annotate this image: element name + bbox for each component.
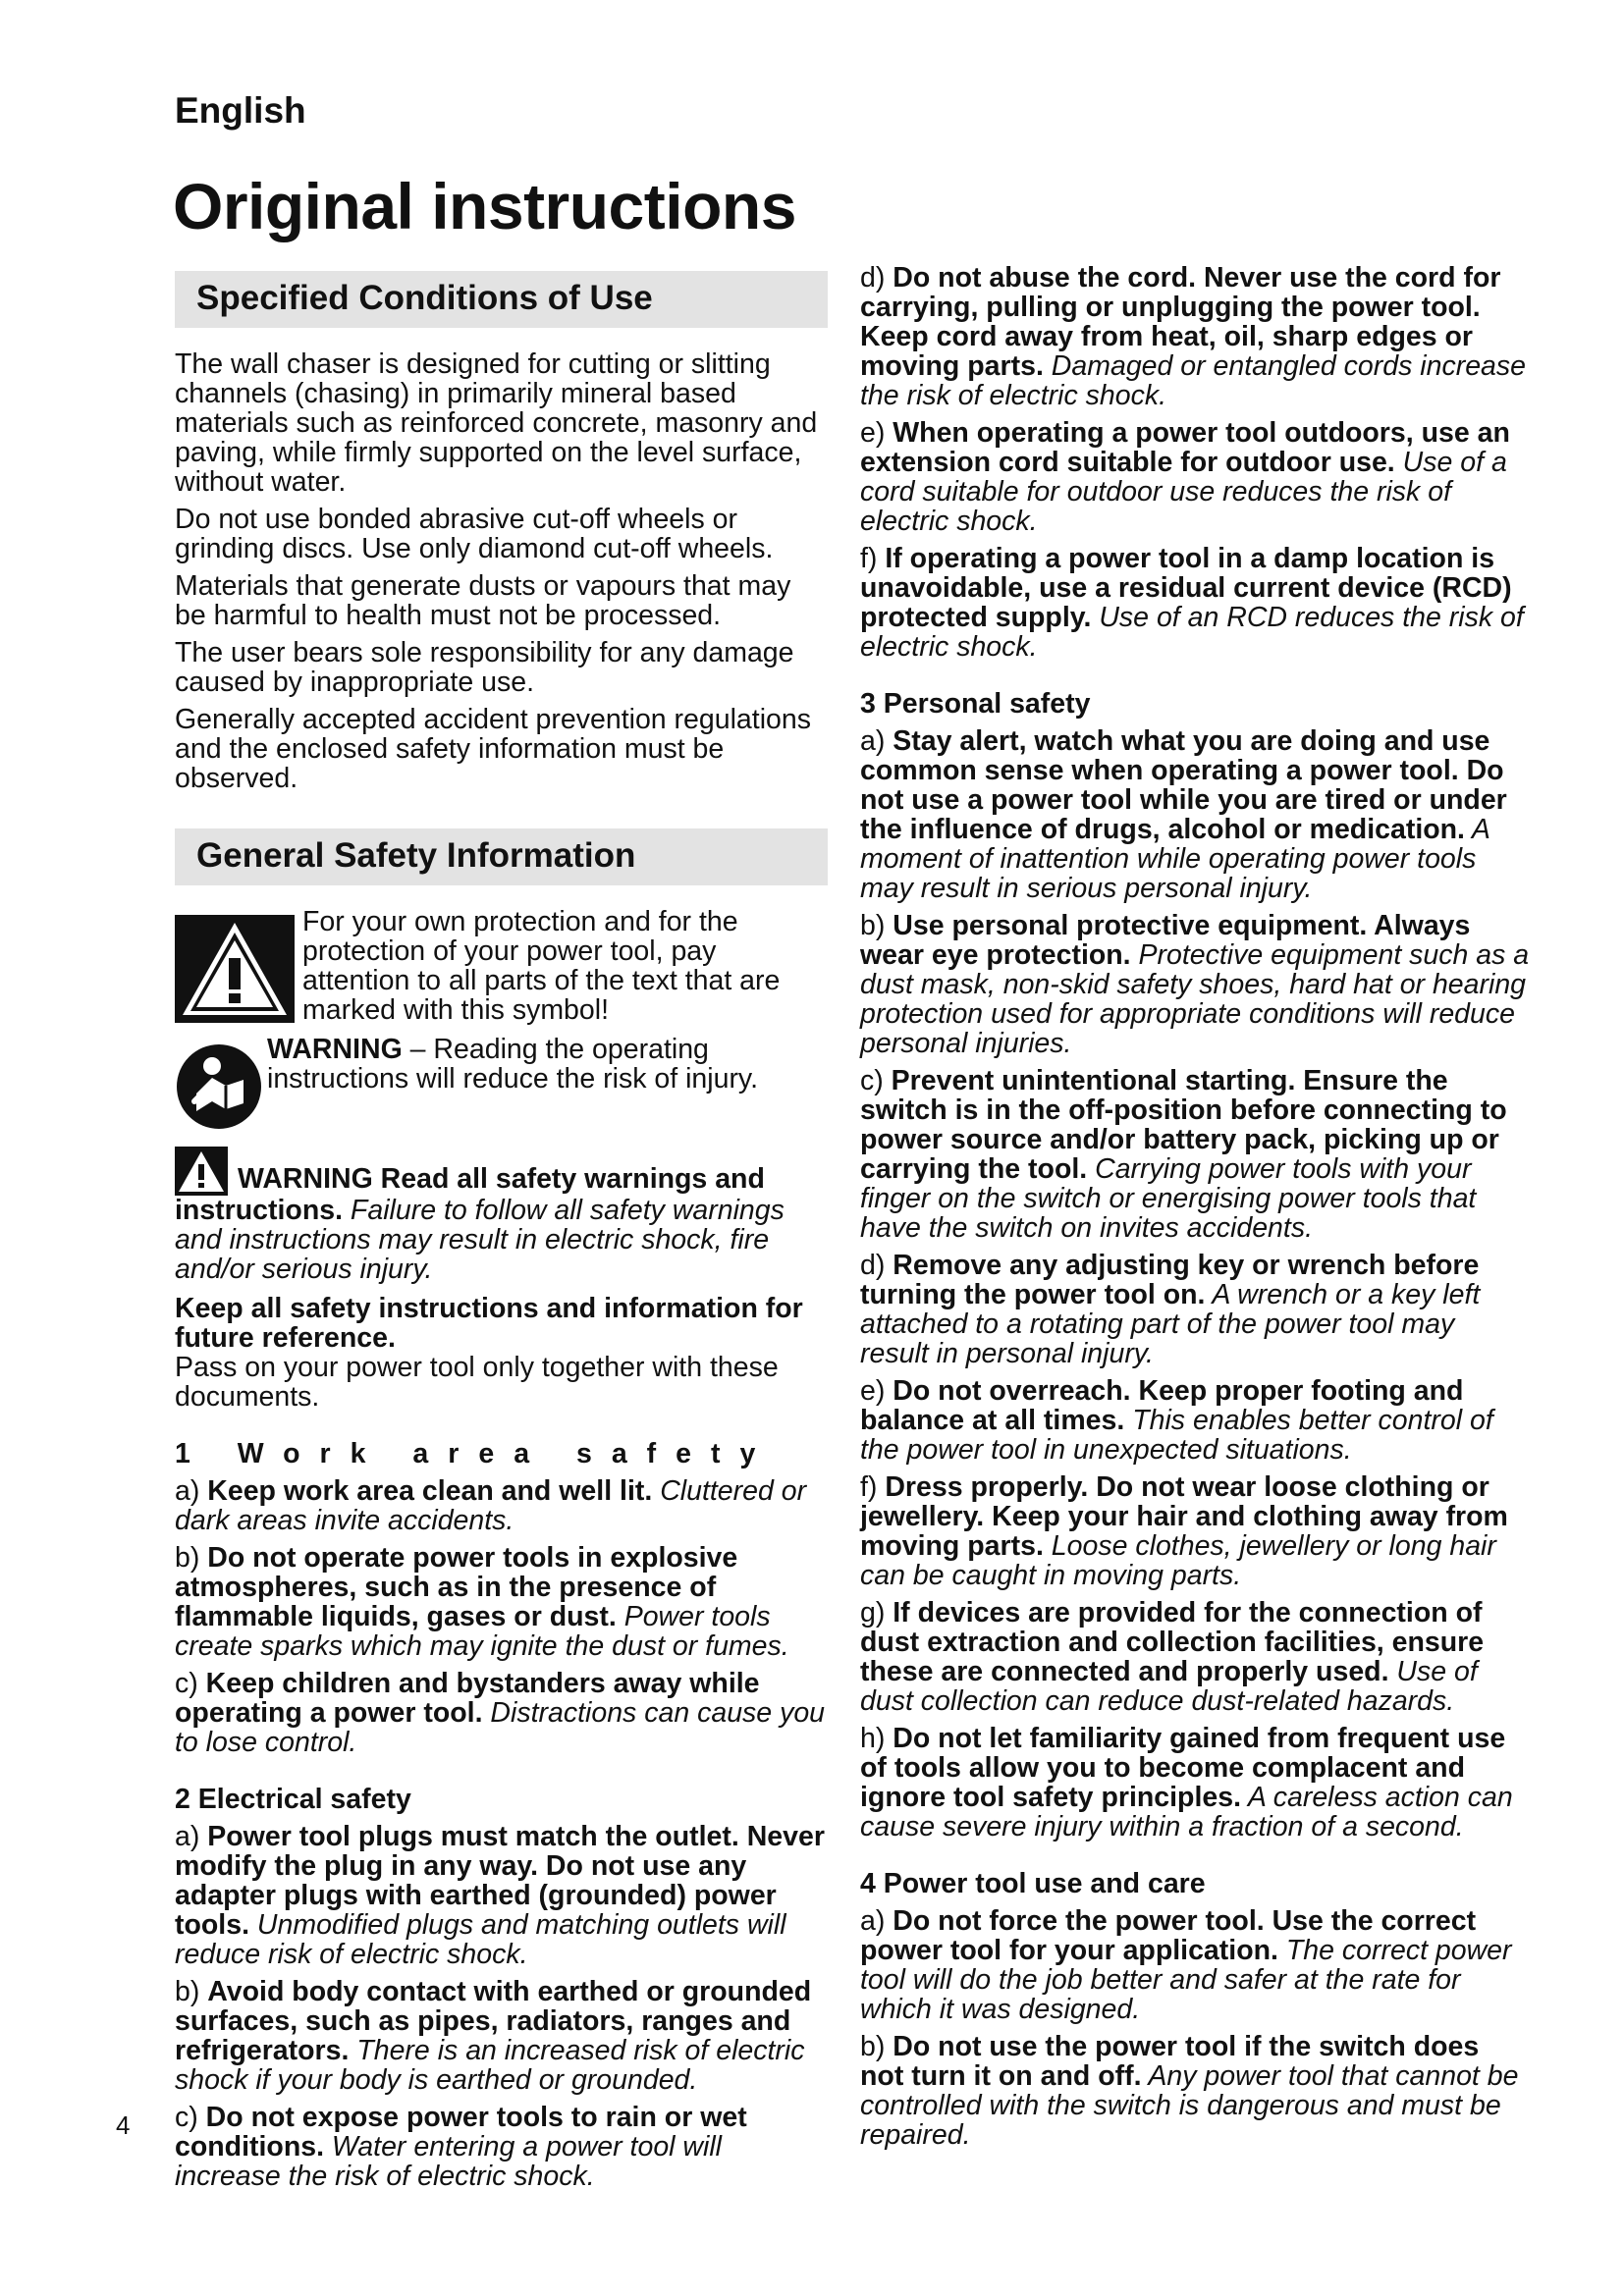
specified-paragraph: Generally accepted accident prevention regulations and the enclosed safety information must be observed. bbox=[175, 704, 811, 794]
subheading-personal: 3 Personal safety bbox=[860, 688, 1091, 720]
symbol-notice bbox=[175, 907, 828, 1025]
list-item: a) Keep work area clean and well lit. Cluttered or dark areas invite accidents. bbox=[175, 1475, 807, 1536]
list-item: e) Do not overreach. Keep proper footing and balance at all times. This enables better control of the power tool in unexpected situations. bbox=[860, 1375, 1493, 1466]
list-item: h) Do not let familiarity gained from frequent use of tools allow you to become complacent and ignore tool safety principles. A careless action can cause severe injury within a fraction of a second. bbox=[860, 1723, 1513, 1842]
subheading-electrical: 2 Electrical safety bbox=[175, 1784, 411, 1815]
list-item: d) Do not abuse the cord. Never use the cord for carrying, pulling or unplugging the power tool. Keep cord away from heat, oil, sharp edges or moving parts. Damaged or entangled cords increase the risk of electric shock. bbox=[860, 262, 1526, 411]
list-item: c) Keep children and bystanders away while operating a power tool. Distractions can cause you to lose control. bbox=[175, 1668, 826, 1758]
read-warning-label: WARNING bbox=[267, 1034, 403, 1065]
list-item: b) Do not use the power tool if the switch does not turn it on and off. Any power tool that cannot be controlled with the switch is dangerous and must be repaired. bbox=[860, 2031, 1519, 2151]
list-item: a) Stay alert, watch what you are doing and use common sense when operating a power tool. Do not use a power tool while you are tired or under the influence of drugs, alcohol or medication. A moment of inattention while operating power tools may result in serious personal injury. bbox=[860, 725, 1507, 904]
section-heading-general: General Safety Information bbox=[175, 828, 828, 885]
small-warning-icon bbox=[175, 1147, 228, 1196]
specified-paragraph: The wall chaser is designed for cutting or slitting channels (chasing) in primarily mineral based materials such as reinforced concrete, masonry and paving, while firmly supported on the level surface, without water. bbox=[175, 348, 818, 498]
left-column bbox=[175, 265, 828, 2199]
list-item: c) Do not expose power tools to rain or wet conditions. Water entering a power tool will increase the risk of electric shock. bbox=[175, 2102, 747, 2192]
keep-instructions-text: Pass on your power tool only together with these documents. bbox=[175, 1352, 779, 1413]
read-manual-icon bbox=[175, 1042, 263, 1131]
language-label: English bbox=[175, 90, 306, 131]
list-item: e) When operating a power tool outdoors, use an extension cord suitable for outdoor use. Use of a cord suitable for outdoor use reduces the risk of electric shock. bbox=[860, 417, 1510, 537]
keep-instructions-bold: Keep all safety instructions and information for future reference. bbox=[175, 1293, 803, 1354]
safety-warning-italic: Failure to follow all safety warnings and instructions may result in electric shock, fire and/or serious injury. bbox=[175, 1195, 785, 1285]
subheading-work-area: 1 Work area safety bbox=[175, 1438, 776, 1469]
section-heading-specified: Specified Conditions of Use bbox=[175, 271, 828, 328]
list-item: f) If operating a power tool in a damp location is unavoidable, use a residual current device (RCD) protected supply. Use of an RCD reduces the risk of electric shock. bbox=[860, 543, 1524, 663]
page-title: Original instructions bbox=[173, 170, 796, 242]
warning-triangle-icon bbox=[175, 915, 295, 1023]
list-item: b) Use personal protective equipment. Always wear eye protection. Protective equipment such as a dust mask, non-skid safety shoes, hard hat or hearing protection used for appropriate conditions will reduce personal injuries. bbox=[860, 910, 1530, 1059]
read-warning-text: – Reading the operating instructions will reduce the risk of injury. bbox=[267, 1034, 758, 1095]
specified-paragraph: Do not use bonded abrasive cut-off wheels or grinding discs. Use only diamond cut-off wheels. bbox=[175, 504, 774, 564]
keep-instructions bbox=[175, 1294, 828, 1412]
right-column bbox=[860, 263, 1530, 2158]
safety-warning bbox=[175, 1147, 828, 1284]
specified-paragraph: Materials that generate dusts or vapours that may be harmful to health must not be processed. bbox=[175, 570, 791, 631]
safety-warning-bold: WARNING Read all safety warnings and instructions. bbox=[175, 1163, 765, 1226]
subheading-power-tool: 4 Power tool use and care bbox=[860, 1868, 1206, 1899]
list-item: b) Do not operate power tools in explosive atmospheres, such as in the presence of flammable liquids, gases or dust. Power tools create sparks which may ignite the dust or fumes. bbox=[175, 1542, 789, 1662]
list-item: g) If devices are provided for the connection of dust extraction and collection facilities, ensure these are connected and properly used. Use of dust collection can reduce dust-related hazards. bbox=[860, 1597, 1485, 1717]
specified-paragraph: The user bears sole responsibility for any damage caused by inappropriate use. bbox=[175, 637, 794, 698]
list-item: f) Dress properly. Do not wear loose clothing or jewellery. Keep your hair and clothing away from moving parts. Loose clothes, jewellery or long hair can be caught in moving parts. bbox=[860, 1471, 1508, 1591]
read-manual-notice bbox=[175, 1035, 828, 1133]
list-item: d) Remove any adjusting key or wrench before turning the power tool on. A wrench or a key left attached to a rotating part of the power tool may result in personal injury. bbox=[860, 1250, 1481, 1369]
list-item: a) Do not force the power tool. Use the correct power tool for your application. The correct power tool will do the job better and safer at the rate for which it was designed. bbox=[860, 1905, 1512, 2025]
symbol-notice-text: For your own protection and for the protection of your power tool, pay attention to all parts of the text that are marked with this symbol! bbox=[302, 906, 781, 1026]
list-item: b) Avoid body contact with earthed or grounded surfaces, such as pipes, radiators, ranges and refrigerators. There is an increased risk of electric shock if your body is earthed or grounded. bbox=[175, 1976, 812, 2096]
list-item: c) Prevent unintentional starting. Ensure the switch is in the off-position before connecting to power source and/or battery pack, picking up or carrying the tool. Carrying power tools with your finger on the switch or energising power tools that have the switch on invites accidents. bbox=[860, 1065, 1507, 1244]
list-item: a) Power tool plugs must match the outlet. Never modify the plug in any way. Do not use any adapter plugs with earthed (grounded) power tools. Unmodified plugs and matching outlets will reduce risk of electric shock. bbox=[175, 1821, 825, 1970]
page-number: 4 bbox=[116, 2110, 131, 2140]
